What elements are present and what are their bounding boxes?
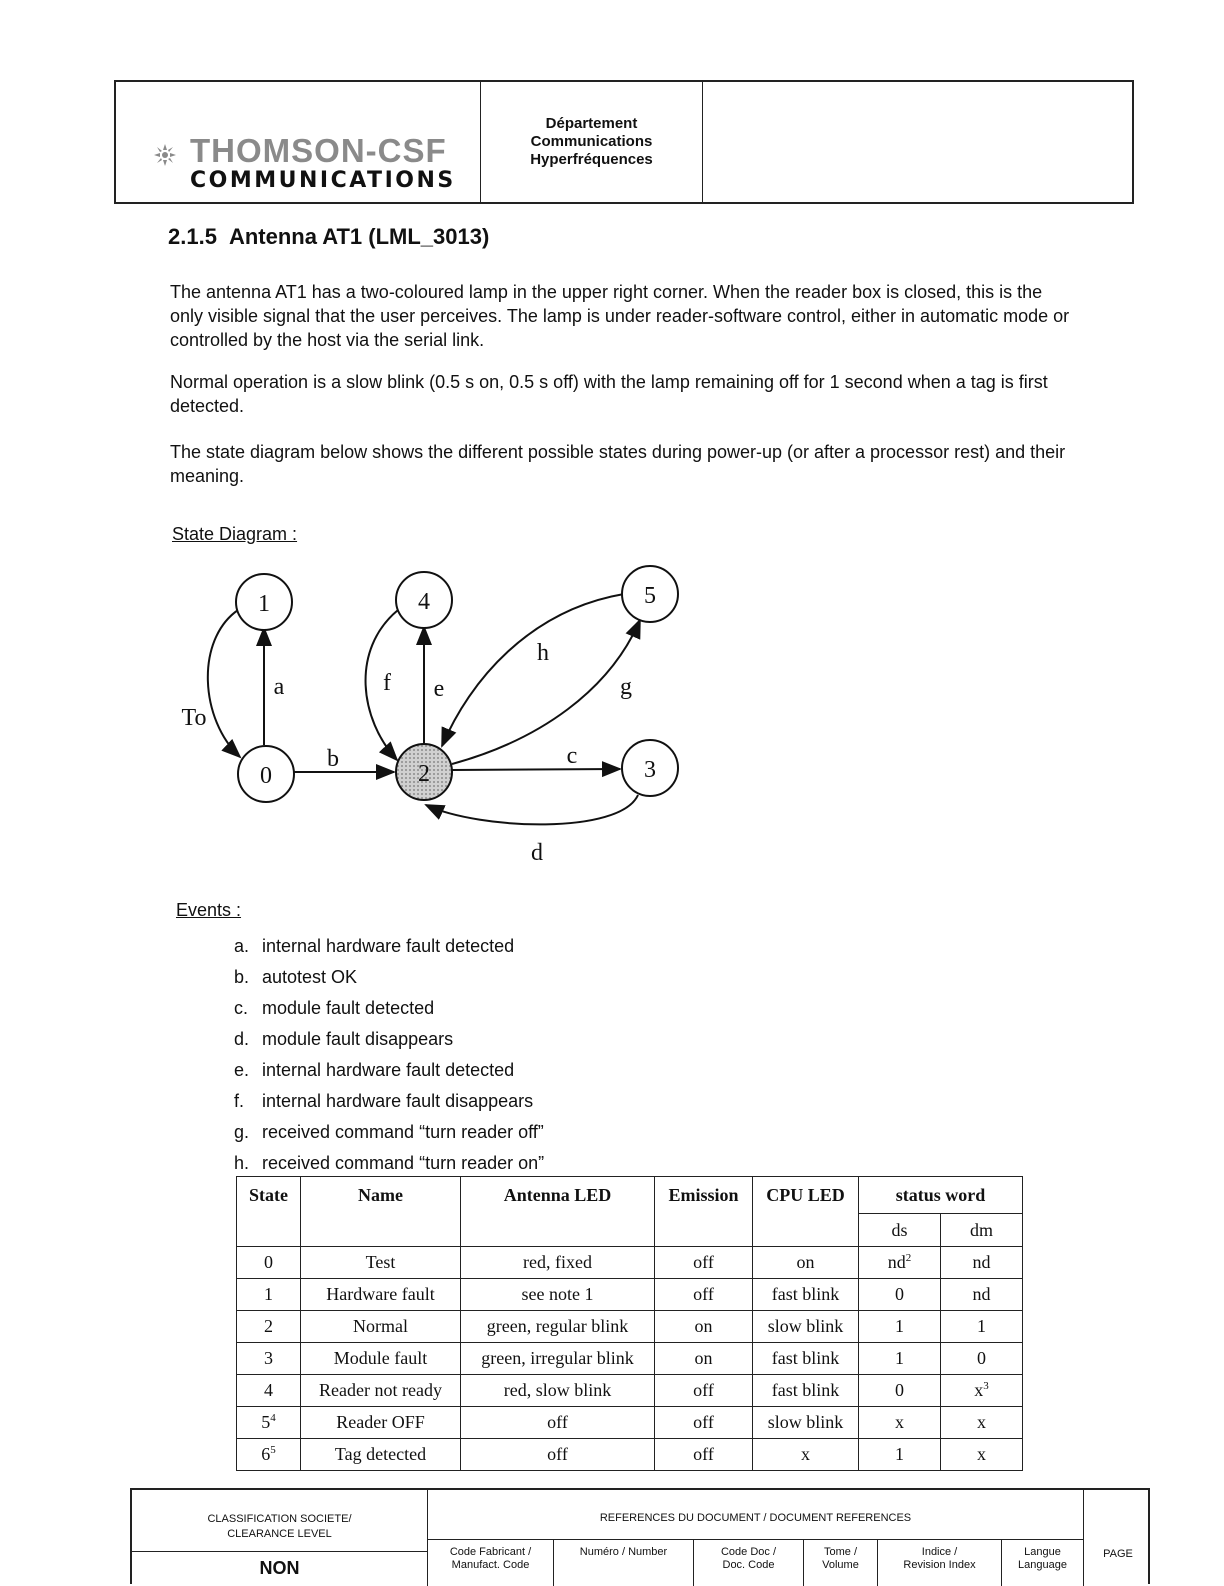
state-label-5: 5: [644, 583, 656, 609]
header-empty-cell: [703, 82, 1132, 202]
state-label-0: 0: [260, 763, 272, 789]
col-volume: Tome / Volume: [804, 1540, 878, 1586]
col-number: Numéro / Number: [554, 1540, 694, 1586]
col-manufacturer-code: Code Fabricant / Manufact. Code: [428, 1540, 554, 1586]
state-table: [236, 1176, 1023, 1471]
header-antenna-led: Antenna LED: [461, 1177, 655, 1247]
event-item: a. internal hardware fault detected: [234, 936, 515, 956]
department-line: Département: [545, 115, 638, 132]
table-row: $6^5$ Tag detected off off x 1 x: [237, 1439, 1023, 1471]
table-row: 2 Normal green, regular blink on slow blink 1 1: [237, 1311, 1023, 1343]
transition-label-g: g: [620, 674, 632, 700]
header-cpu-led: CPU LED: [753, 1177, 859, 1247]
document-header: [114, 80, 1134, 204]
paragraph-intro: The antenna AT1 has a two-coloured lamp in the upper right corner. When the reader box is closed, this is the only visible signal that the user perceives. The lamp is under reader-software control, either in automatic mode or controlled by the host via the serial link.: [170, 282, 1070, 350]
transition-label-d: d: [531, 840, 543, 866]
transition-label-b: b: [327, 746, 339, 772]
edge-f: [366, 610, 398, 760]
company-logo: [116, 82, 481, 202]
col-language: Langue Language: [1002, 1540, 1084, 1586]
header-status-word: status word: [859, 1177, 1023, 1214]
edge-h: [442, 594, 624, 746]
header-state: State: [237, 1177, 301, 1247]
department-line: Communications: [530, 133, 653, 150]
event-item: d. module fault disappears: [234, 1029, 454, 1049]
section-title: 2.1.5 Antenna AT1 (LML_3013): [168, 224, 490, 249]
state-label-4: 4: [418, 589, 430, 615]
event-item: h. received command “turn reader on”: [234, 1153, 545, 1173]
events-heading: Events :: [176, 900, 242, 920]
event-item: f. internal hardware fault disappears: [234, 1091, 534, 1111]
company-name: THOMSON-CSF: [190, 132, 447, 169]
state-label-2: 2: [418, 761, 430, 787]
table-row: $5^4$ Reader OFF off off slow blink x x: [237, 1407, 1023, 1439]
page-label: PAGE: [1103, 1548, 1133, 1560]
col-doc-code: Code Doc / Doc. Code: [694, 1540, 804, 1586]
classification-value: NON: [132, 1552, 428, 1586]
department-line: Hyperfréquences: [530, 151, 653, 168]
header-emission: Emission: [655, 1177, 753, 1247]
department-block: [481, 82, 703, 202]
header-ds: ds: [859, 1214, 941, 1247]
header-name: Name: [301, 1177, 461, 1247]
classification-label: CLASSIFICATION SOCIETE/ CLEARANCE LEVEL: [132, 1490, 428, 1552]
diagram-heading: State Diagram :: [172, 524, 298, 544]
header-dm: dm: [941, 1214, 1023, 1247]
edge-c: [452, 769, 620, 770]
transition-label-f: f: [383, 670, 391, 696]
table-row: 0 Test red, fixed off on $nd^2$ nd: [237, 1247, 1023, 1279]
event-item: b. autotest OK: [234, 967, 358, 987]
transition-label-e: e: [433, 676, 445, 702]
table-row: 1 Hardware fault see note 1 off fast blink 0 nd: [237, 1279, 1023, 1311]
edge-to: [208, 610, 240, 757]
transition-label-h: h: [537, 640, 549, 666]
paragraph-state-intro: The state diagram below shows the different possible states during power-up (or after a processor rest) and their meaning.: [170, 442, 1066, 486]
event-item: e. internal hardware fault detected: [234, 1060, 515, 1080]
state-diagram: [160, 550, 700, 880]
table-row: 3 Module fault green, irregular blink on fast blink 1 0: [237, 1343, 1023, 1375]
events-list: [234, 934, 544, 1182]
event-item: c. module fault detected: [234, 998, 435, 1018]
state-label-1: 1: [258, 591, 270, 617]
transition-label-c: c: [566, 743, 578, 769]
event-item: g. received command “turn reader off”: [234, 1122, 544, 1142]
division-name: COMMUNICATIONS: [190, 168, 456, 193]
col-revision-index: Indice / Revision Index: [878, 1540, 1002, 1586]
paragraph-normal-operation: Normal operation is a slow blink (0.5 s on, 0.5 s off) with the lamp remaining off for 1 second when a tag is first detected.: [170, 372, 1048, 416]
edge-d: [426, 795, 638, 824]
transition-label-to: To: [181, 705, 207, 731]
state-label-3: 3: [644, 757, 656, 783]
document-footer: [130, 1488, 1150, 1584]
table-row: 4 Reader not ready red, slow blink off fast blink 0 $x^3$: [237, 1375, 1023, 1407]
transition-label-a: a: [273, 674, 285, 700]
document-references-label: REFERENCES DU DOCUMENT / DOCUMENT REFERENCES: [428, 1490, 1084, 1540]
